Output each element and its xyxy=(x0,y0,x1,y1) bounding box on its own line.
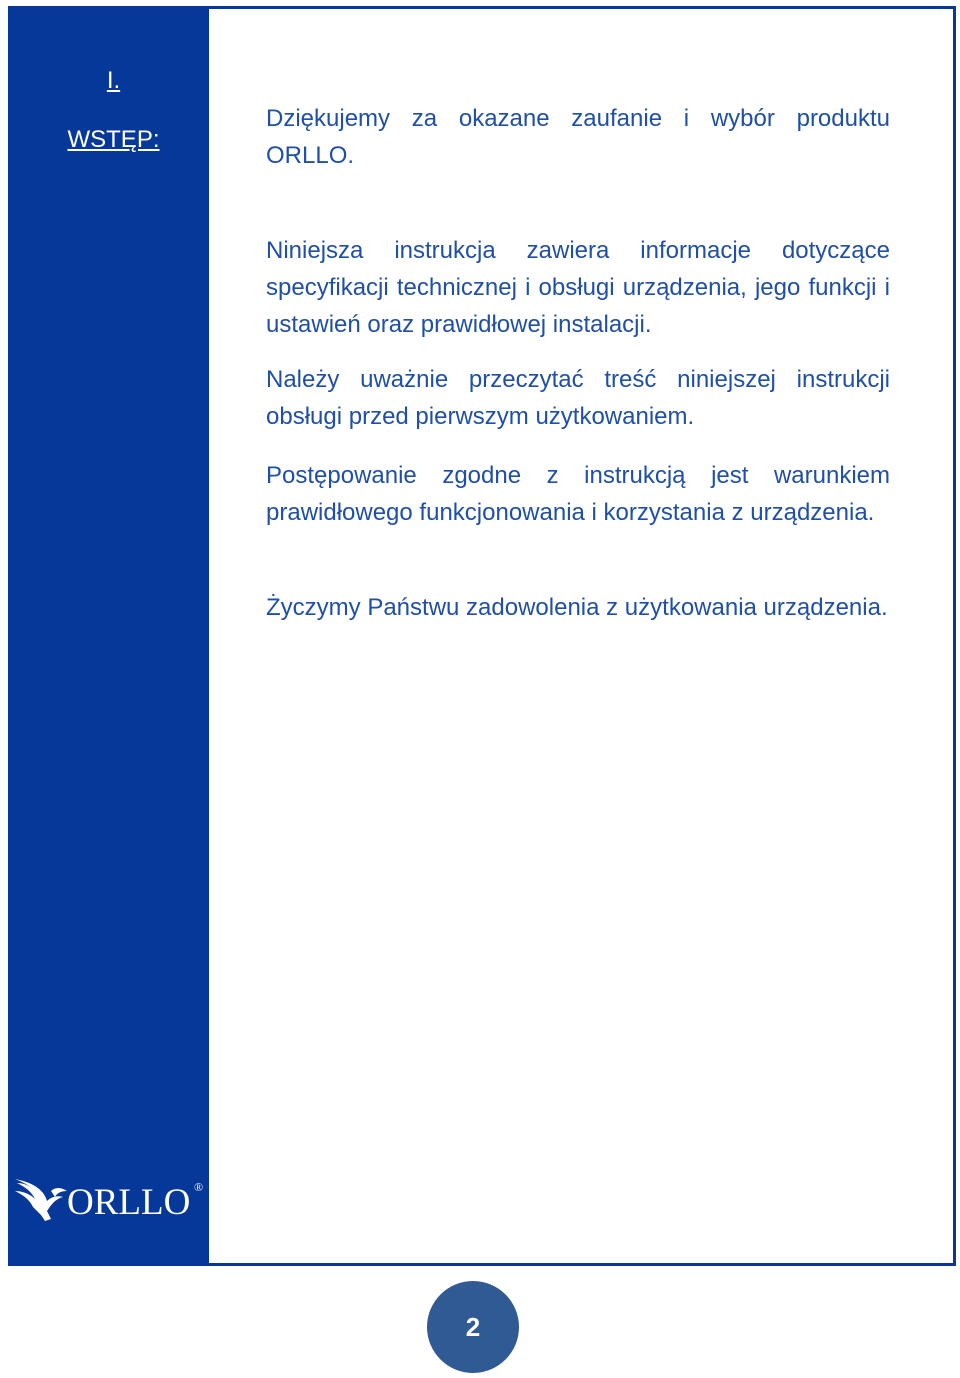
logo-text: ORLLO xyxy=(67,1182,191,1223)
paragraph-read: Należy uważnie przeczytać treść niniejszej instrukcji obsługi przed pierwszym użytkowaniem. xyxy=(266,366,890,430)
griffin-icon xyxy=(11,1169,71,1229)
registered-mark: ® xyxy=(194,1180,204,1194)
section-title: WSTĘP: xyxy=(67,126,160,153)
page-number-badge: 2 xyxy=(427,1281,519,1373)
orllo-logo xyxy=(11,1169,209,1229)
sidebar xyxy=(11,9,209,1263)
paragraph-scope: Niniejsza instrukcja zawiera informacje dotyczące specyfikacji technicznej i obsługi urządzenia, jego funkcji i ustawień oraz prawidłowej instalacji. xyxy=(266,237,890,338)
intro-content xyxy=(266,100,890,626)
paragraph-wishes: Życzymy Państwu zadowolenia z użytkowania urządzenia. xyxy=(266,594,888,621)
section-number: I. xyxy=(106,67,121,94)
page-frame xyxy=(8,6,956,1266)
paragraph-conditions: Postępowanie zgodne z instrukcją jest warunkiem prawidłowego funkcjonowania i korzystania z urządzenia. xyxy=(266,462,890,526)
paragraph-thanks: Dziękujemy za okazane zaufanie i wybór produktu ORLLO. xyxy=(266,105,890,169)
